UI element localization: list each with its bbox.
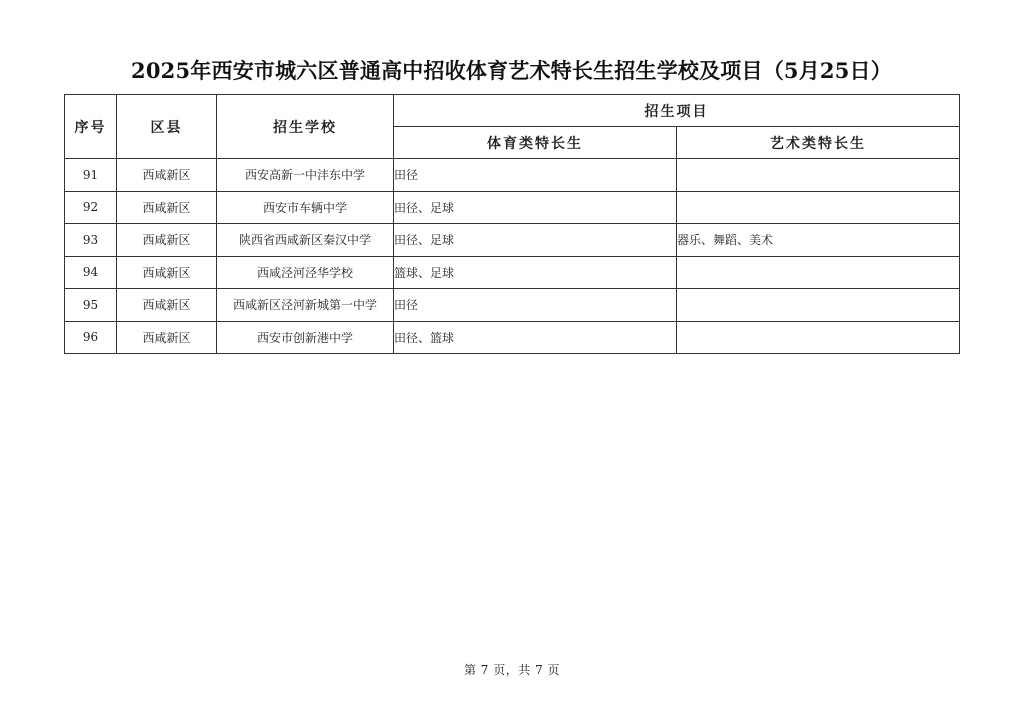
row-sports: 田径、足球	[394, 191, 677, 224]
header-school: 招生学校	[217, 95, 394, 159]
row-district: 西咸新区	[117, 224, 217, 257]
row-school: 西咸泾河泾华学校	[217, 256, 394, 289]
row-school: 西咸新区泾河新城第一中学	[217, 289, 394, 322]
row-sports: 田径、篮球	[394, 321, 677, 354]
row-index: 96	[65, 321, 117, 354]
row-school: 西安高新一中沣东中学	[217, 159, 394, 192]
row-arts	[677, 191, 960, 224]
header-projects: 招生项目	[394, 95, 960, 127]
header-arts: 艺术类特长生	[677, 127, 960, 159]
row-arts: 器乐、舞蹈、美术	[677, 224, 960, 257]
row-school: 陕西省西咸新区秦汉中学	[217, 224, 394, 257]
row-sports: 田径	[394, 159, 677, 192]
table-header-row	[65, 95, 960, 127]
row-district: 西咸新区	[117, 159, 217, 192]
document-title: 2025年西安市城六区普通高中招收体育艺术特长生招生学校及项目（5月25日）	[131, 58, 892, 83]
row-index: 94	[65, 256, 117, 289]
table-row	[65, 321, 960, 354]
row-sports: 篮球、足球	[394, 256, 677, 289]
row-school: 西安市创新港中学	[217, 321, 394, 354]
table-row	[65, 159, 960, 192]
row-arts	[677, 321, 960, 354]
row-district: 西咸新区	[117, 191, 217, 224]
table-row	[65, 191, 960, 224]
row-district: 西咸新区	[117, 321, 217, 354]
row-index: 91	[65, 159, 117, 192]
table-row	[65, 289, 960, 322]
admissions-table	[64, 94, 960, 354]
header-sports: 体育类特长生	[394, 127, 677, 159]
page-footer: 第 7 页，共 7 页	[463, 663, 561, 677]
row-index: 92	[65, 191, 117, 224]
row-district: 西咸新区	[117, 289, 217, 322]
row-arts	[677, 159, 960, 192]
header-district: 区县	[117, 95, 217, 159]
row-school: 西安市车辆中学	[217, 191, 394, 224]
table-row	[65, 256, 960, 289]
header-index: 序号	[65, 95, 117, 159]
table-row	[65, 224, 960, 257]
row-index: 93	[65, 224, 117, 257]
row-arts	[677, 289, 960, 322]
row-arts	[677, 256, 960, 289]
row-sports: 田径、足球	[394, 224, 677, 257]
row-sports: 田径	[394, 289, 677, 322]
row-index: 95	[65, 289, 117, 322]
row-district: 西咸新区	[117, 256, 217, 289]
